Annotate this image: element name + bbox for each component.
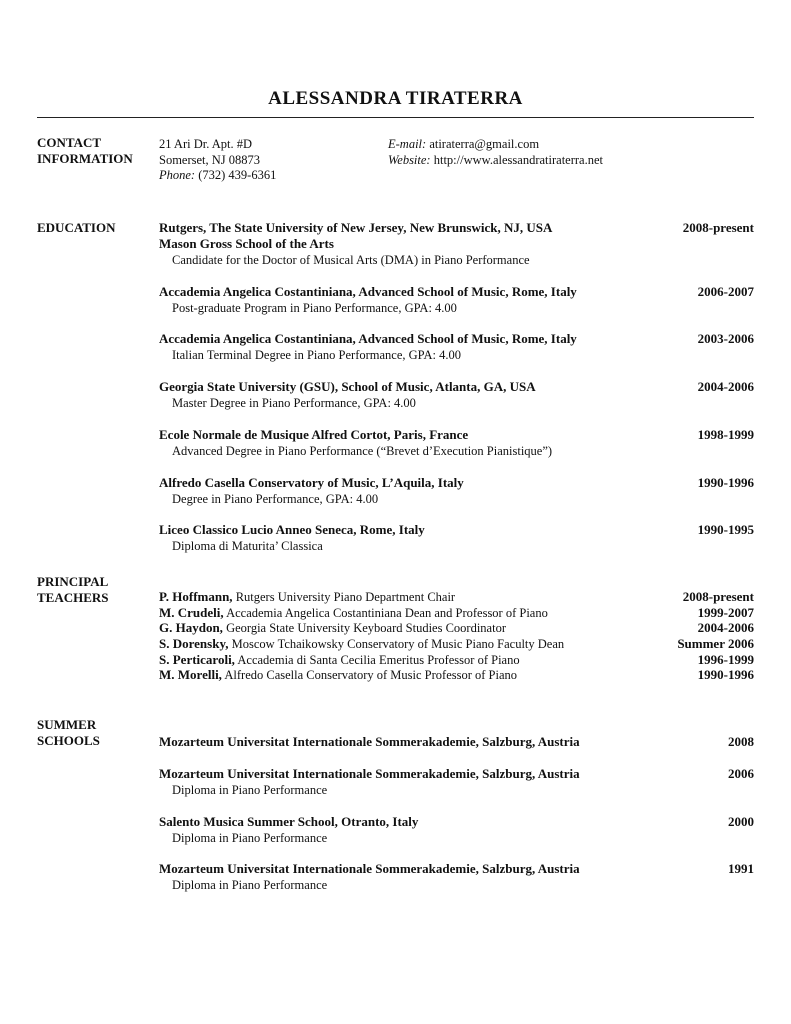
education-institution-school: Mason Gross School of the Arts xyxy=(159,236,334,251)
education-dates: 1990-1996 xyxy=(697,475,754,490)
summer-detail: Diploma in Piano Performance xyxy=(172,783,328,797)
teacher-row xyxy=(159,589,754,605)
education-dates: 2004-2006 xyxy=(697,379,754,394)
education-institution: Alfredo Casella Conservatory of Music, L’Aquila, Italy xyxy=(159,475,464,490)
education-institution: Rutgers, The State University of New Jersey, New Brunswick, NJ, USA xyxy=(159,220,553,235)
teacher-role: Accademia Angelica Costantiniana Dean and Professor of Piano xyxy=(226,606,548,620)
summer-detail: Diploma in Piano Performance xyxy=(172,831,328,845)
teacher-dates: 1990-1996 xyxy=(697,667,754,682)
teacher-name: M. Morelli, xyxy=(159,667,222,682)
website-value[interactable]: http://www.alessandratiraterra.net xyxy=(433,153,603,167)
email-label: E-mail: xyxy=(388,137,427,151)
education-institution: Accademia Angelica Costantiniana, Advanced School of Music, Rome, Italy xyxy=(159,284,577,299)
teacher-name: S. Perticaroli, xyxy=(159,652,235,667)
summer-label-line2: SCHOOLS xyxy=(37,733,100,748)
teachers-label-line1: PRINCIPAL xyxy=(37,574,109,589)
summer-institution: Mozarteum Universitat Internationale Sommerakademie, Salzburg, Austria xyxy=(159,861,580,876)
education-section-label: EDUCATION xyxy=(37,220,116,235)
cv-name: ALESSANDRA TIRATERRA xyxy=(268,88,523,109)
teacher-role: Rutgers University Piano Department Chair xyxy=(235,590,456,604)
phone-label: Phone: xyxy=(159,168,196,182)
contact-address-line2: Somerset, NJ 08873 xyxy=(159,153,261,167)
teacher-dates: 1999-2007 xyxy=(697,605,754,620)
teacher-row xyxy=(159,667,754,683)
teacher-role: Georgia State University Keyboard Studies Coordinator xyxy=(226,621,506,635)
education-institution: Liceo Classico Lucio Anneo Seneca, Rome, Italy xyxy=(159,522,425,537)
teacher-name: S. Dorensky, xyxy=(159,636,229,651)
education-institution: Ecole Normale de Musique Alfred Cortot, Paris, France xyxy=(159,427,469,442)
contact-address-line1: 21 Ari Dr. Apt. #D xyxy=(159,137,253,151)
summer-institution: Salento Musica Summer School, Otranto, Italy xyxy=(159,814,419,829)
summer-dates: 2000 xyxy=(728,814,754,829)
education-dates: 2006-2007 xyxy=(697,284,754,299)
teacher-dates: 2004-2006 xyxy=(697,620,754,635)
teacher-row xyxy=(159,636,754,652)
email-value[interactable]: atiraterra@gmail.com xyxy=(429,137,540,151)
contact-email xyxy=(388,136,539,152)
teachers-section-label xyxy=(37,574,109,606)
teacher-role: Moscow Tchaikowsky Conservatory of Music Piano Faculty Dean xyxy=(231,637,565,651)
education-detail: Italian Terminal Degree in Piano Performance, GPA: 4.00 xyxy=(172,348,461,362)
summer-institution: Mozarteum Universitat Internationale Sommerakademie, Salzburg, Austria xyxy=(159,734,580,749)
summer-dates: 2008 xyxy=(728,734,754,749)
education-dates: 2008-present xyxy=(682,220,754,235)
education-detail: Degree in Piano Performance, GPA: 4.00 xyxy=(172,492,379,506)
education-detail: Master Degree in Piano Performance, GPA: 4.00 xyxy=(172,396,416,410)
teacher-row xyxy=(159,652,754,668)
contact-phone xyxy=(159,167,276,183)
summer-institution: Mozarteum Universitat Internationale Sommerakademie, Salzburg, Austria xyxy=(159,766,580,781)
teacher-name: P. Hoffmann, xyxy=(159,589,233,604)
education-institution: Accademia Angelica Costantiniana, Advanced School of Music, Rome, Italy xyxy=(159,331,577,346)
summer-detail: Diploma in Piano Performance xyxy=(172,878,328,892)
contact-section-label xyxy=(37,135,133,167)
website-label: Website: xyxy=(388,153,431,167)
teacher-name: M. Crudeli, xyxy=(159,605,224,620)
education-detail: Diploma di Maturita’ Classica xyxy=(172,539,323,553)
teacher-row xyxy=(159,620,754,636)
teacher-role: Accademia di Santa Cecilia Emeritus Professor of Piano xyxy=(237,653,520,667)
education-dates: 2003-2006 xyxy=(697,331,754,346)
teacher-row xyxy=(159,605,754,621)
teacher-dates: 1996-1999 xyxy=(697,652,754,667)
contact-label-line1: CONTACT xyxy=(37,135,102,150)
education-dates: 1990-1995 xyxy=(697,522,754,537)
summer-section-label xyxy=(37,717,100,749)
teachers-label-line2: TEACHERS xyxy=(37,590,109,605)
summer-label-line1: SUMMER xyxy=(37,717,97,732)
education-detail: Post-graduate Program in Piano Performance, GPA: 4.00 xyxy=(172,301,457,315)
education-detail: Candidate for the Doctor of Musical Arts (DMA) in Piano Performance xyxy=(172,253,530,267)
education-dates: 1998-1999 xyxy=(697,427,754,442)
contact-label-line2: INFORMATION xyxy=(37,151,133,166)
teacher-dates: Summer 2006 xyxy=(677,636,754,651)
summer-dates: 1991 xyxy=(728,861,754,876)
teacher-role: Alfredo Casella Conservatory of Music Professor of Piano xyxy=(224,668,518,682)
header-rule xyxy=(37,117,754,118)
contact-website xyxy=(388,152,603,168)
teacher-name: G. Haydon, xyxy=(159,620,223,635)
education-detail: Advanced Degree in Piano Performance (“Brevet d’Execution Pianistique”) xyxy=(172,444,553,458)
summer-dates: 2006 xyxy=(728,766,754,781)
education-institution: Georgia State University (GSU), School of Music, Atlanta, GA, USA xyxy=(159,379,536,394)
teacher-dates: 2008-present xyxy=(682,589,754,604)
phone-value: (732) 439-6361 xyxy=(198,168,277,182)
